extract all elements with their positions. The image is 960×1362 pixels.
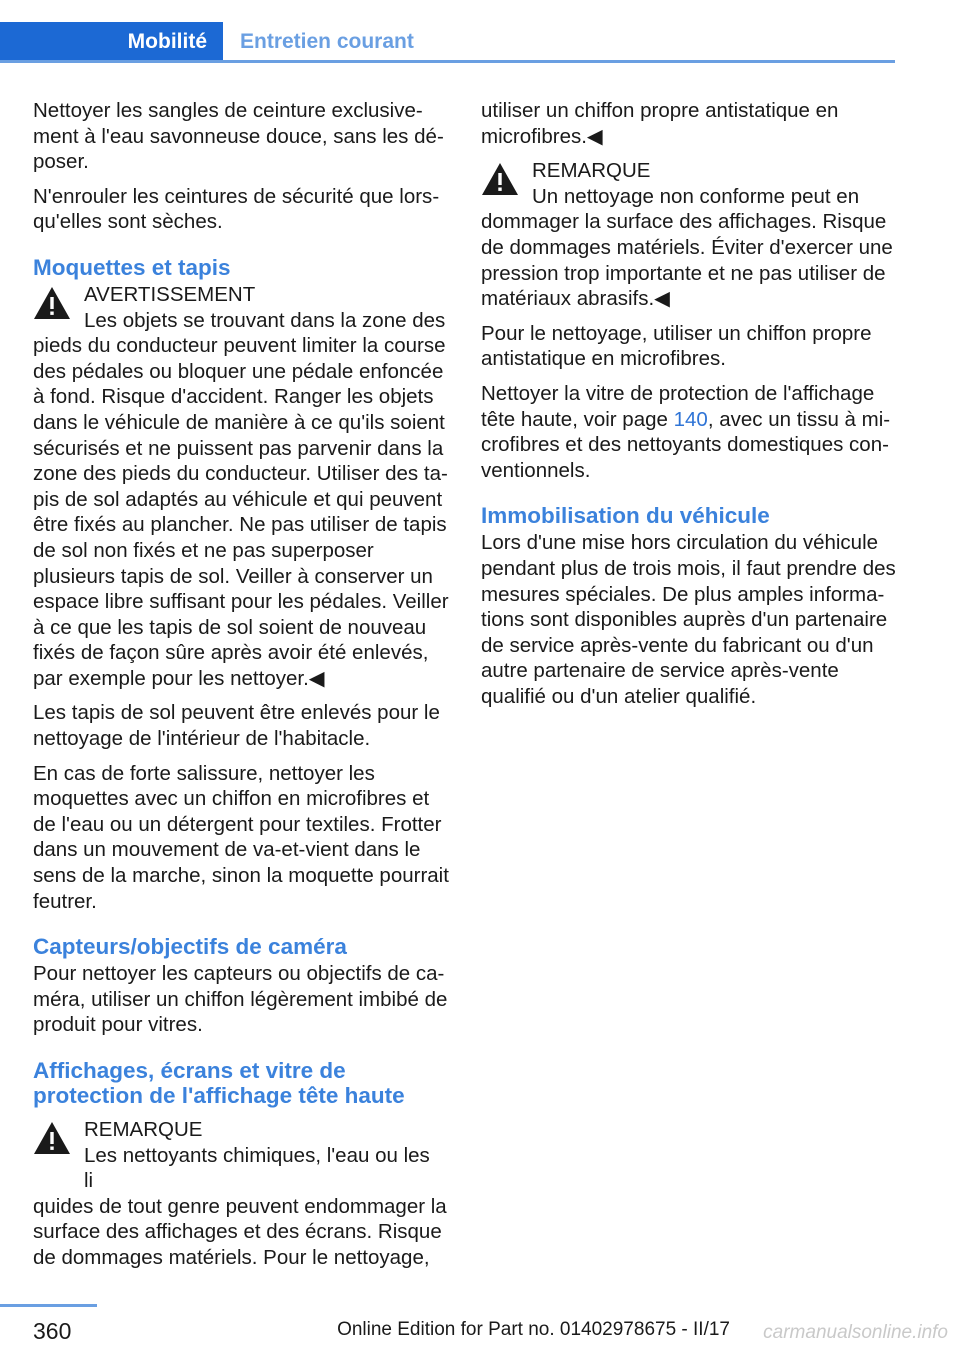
remark-text-rest: dommager la surface des affichages. Risque de dommages matériels. Éviter d'exercer une pression trop importante et ne pas utiliser de matériaux abrasifs.◀ — [481, 210, 893, 311]
section-heading-capteurs: Capteurs/objectifs de caméra — [33, 934, 347, 960]
warning-block — [33, 282, 451, 692]
section-heading-immobilisation: Immobilisation du véhicule — [481, 503, 770, 529]
paragraph-with-page-link — [481, 381, 899, 483]
section-heading-affichages: Affichages, écrans et vitre de protection de l'affichage tête haute — [33, 1058, 405, 1108]
remark-text-rest: quides de tout genre peuvent endommager la surface des affichages et des écrans. Risque de dommages matériels. Pour le nettoyage, — [33, 1194, 447, 1269]
paragraph-text: , avec un tissu à microfibres et des nettoyants domestiques conventionnels. — [481, 407, 891, 482]
paragraph: Pour le nettoyage, utiliser un chiffon propre antistatique en microfibres. — [481, 321, 872, 371]
page-reference-link[interactable]: 140 — [673, 407, 708, 431]
tab-entretien-courant[interactable]: Entretien courant — [240, 30, 414, 53]
warning-triangle-icon — [33, 1121, 71, 1155]
paragraph: Pour nettoyer les capteurs ou objectifs de caméra, utiliser un chiffon légèrement imbibé de produit pour vitres. — [33, 962, 448, 1037]
tab-mobilite[interactable]: Mobilité — [0, 22, 223, 62]
warning-text-first-line: Les objets se trouvant dans la zone des — [84, 308, 446, 332]
remark-title: REMARQUE — [84, 1118, 203, 1141]
warning-title: AVERTISSEMENT — [84, 282, 256, 306]
edition-note: Online Edition for Part no. 01402978675 - II/17 — [337, 1319, 730, 1340]
warning-text — [33, 308, 451, 692]
remark-text-first-line: Un nettoyage non conforme peut en — [532, 184, 860, 208]
header-divider — [0, 60, 895, 63]
warning-triangle-icon — [33, 286, 71, 320]
remark-text — [481, 184, 899, 312]
page-number: 360 — [33, 1318, 72, 1344]
right-column — [481, 98, 899, 718]
warning-block — [33, 1117, 451, 1271]
warning-triangle-icon — [481, 162, 519, 196]
paragraph: Nettoyer les sangles de ceinture exclusivement à l'eau savonneuse douce, sans les déposer. — [33, 99, 444, 174]
warning-text-rest: pieds du conducteur peuvent limiter la course des pédales ou bloquer une pédale enfoncée à fond. Risque d'accident. Ranger les objets dans le véhicule de manière à ce qu'ils soient sécurisés et ne puissent pas parvenir dans la zone des pieds du conducteur. Utiliser des tapis de sol adaptés au véhicule et qui peuvent être fixés au plancher. Ne pas utiliser de tapis de sol non fixés et ne pas superposer plusieurs tapis de sol. Veiller à conserver un espace libre suffisant pour les pédales. Veiller à ce que les tapis de sol soient de nouveau fixés de façon sûre après avoir été enlevés, par exemple pour les nettoyer.◀ — [33, 334, 449, 690]
footer-divider — [0, 1304, 97, 1307]
remark-title: REMARQUE — [532, 159, 651, 183]
paragraph: N'enrouler les ceintures de sécurité que lorsqu'elles sont sèches. — [33, 184, 440, 234]
remark-text — [33, 1143, 451, 1271]
page-header — [0, 0, 960, 66]
watermark: carmanualsonline.info — [763, 1322, 948, 1343]
section-heading-moquettes: Moquettes et tapis — [33, 254, 231, 280]
paragraph: Lors d'une mise hors circulation du véhicule pendant plus de trois mois, il faut prendre des mesures spéciales. De plus amples informations sont disponibles auprès d'un partenaire de service après-vente du fabricant ou d'un autre partenaire de service après-vente qualifié ou d'un atelier qualifié. — [481, 531, 896, 708]
paragraph: En cas de forte salissure, nettoyer les moquettes avec un chiffon en microfibres et de l'eau ou un détergent pour textiles. Frotter dans un mouvement de va-et-vient dans le sens de la marche, sinon la moquette pourrait feutrer. — [33, 761, 449, 913]
paragraph: Les tapis de sol peuvent être enlevés pour le nettoyage de l'intérieur de l'habitacle. — [33, 701, 440, 751]
paragraph-text: Nettoyer la vitre de protection de l'affichage tête haute, voir page — [481, 381, 875, 431]
warning-block — [481, 158, 899, 312]
paragraph: utiliser un chiffon propre antistatique en microfibres.◀ — [481, 99, 839, 148]
left-column — [33, 98, 451, 1280]
remark-text-first-line: Les nettoyants chimiques, l'eau ou les li — [84, 1143, 430, 1193]
